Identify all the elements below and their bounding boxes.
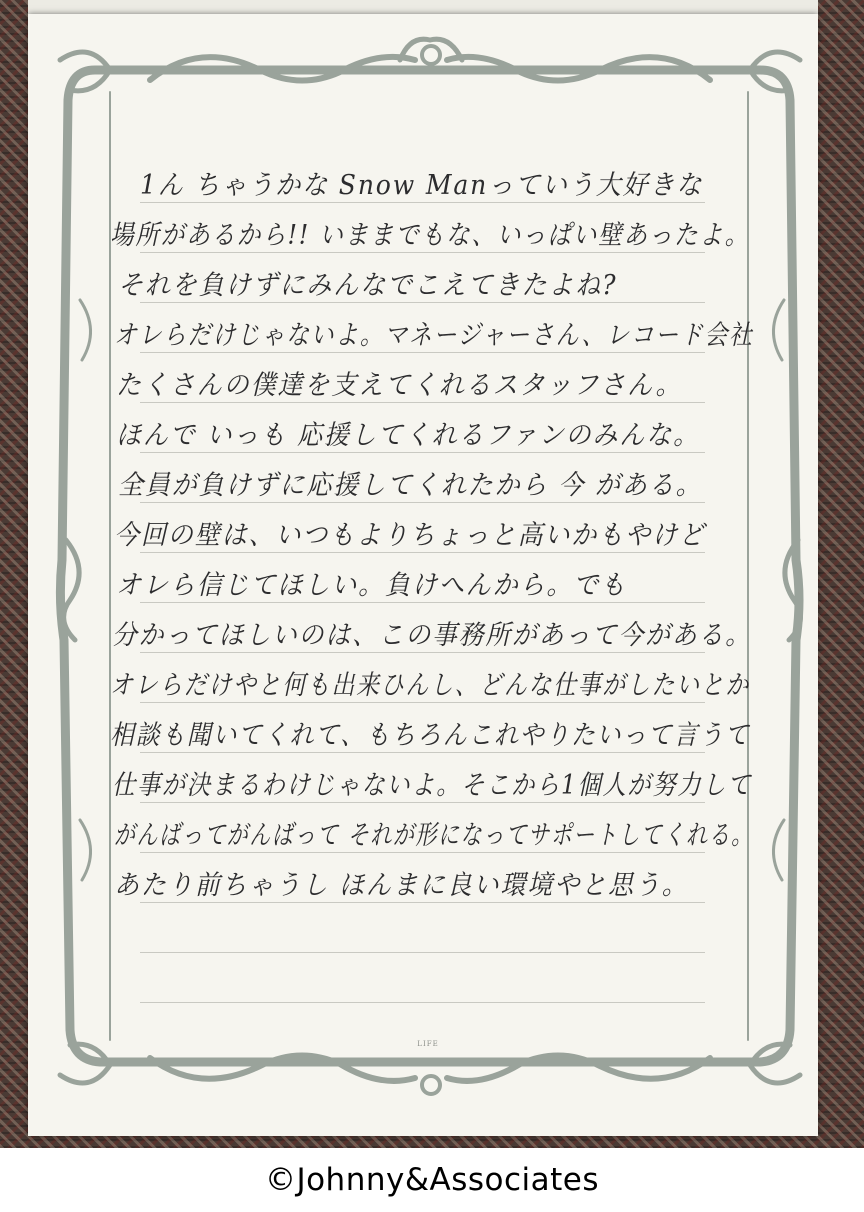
letter-line-5: たくさんの僕達を支えてくれるスタッフさん。 xyxy=(116,370,683,401)
letter-line-9: オレら信じてほしい。負けへんから。でも xyxy=(116,570,628,601)
ruled-line xyxy=(140,1002,705,1003)
letter-line-14: がんばってがんばって それが形になってサポートしてくれる。 xyxy=(114,820,754,851)
letter-line-1: 1ん ちゃうかな Snow Manっていう大好きな xyxy=(140,170,704,201)
stationery-brand-mark: LIFE xyxy=(417,1040,439,1048)
letter-line-15: あたり前ちゃうし ほんまに良い環境やと思う。 xyxy=(114,870,689,901)
letter-line-12: 相談も聞いてくれて、もちろんこれやりたいって言うて xyxy=(110,720,751,751)
letter-line-4: オレらだけじゃないよ。マネージャーさん、レコード会社 xyxy=(114,320,754,351)
letter-line-11: オレらだけやと何も出来ひんし、どんな仕事がしたいとか xyxy=(110,670,750,701)
letter-line-13: 仕事が決まるわけじゃないよ。そこから1個人が努力して xyxy=(112,770,753,801)
caption-bar xyxy=(0,1148,864,1212)
letter-line-8: 今回の壁は、いつもよりちょっと高いかもやけど xyxy=(114,520,706,551)
letter-line-6: ほんで いっも 応援してくれるファンのみんな。 xyxy=(116,420,700,451)
letter-line-10: 分かってほしいのは、この事務所があって今がある。 xyxy=(112,620,752,651)
letter-line-2: 場所があるから!! いままでもな、いっぱい壁あったよ。 xyxy=(110,220,751,251)
letter-line-3: それを負けずにみんなでこえてきたよね? xyxy=(118,270,618,301)
copyright-caption: ©Johnny&Associates xyxy=(264,1162,600,1198)
ruled-line xyxy=(140,952,705,953)
letter-line-7: 全員が負けずに応援してくれたから 今 がある。 xyxy=(118,470,703,501)
